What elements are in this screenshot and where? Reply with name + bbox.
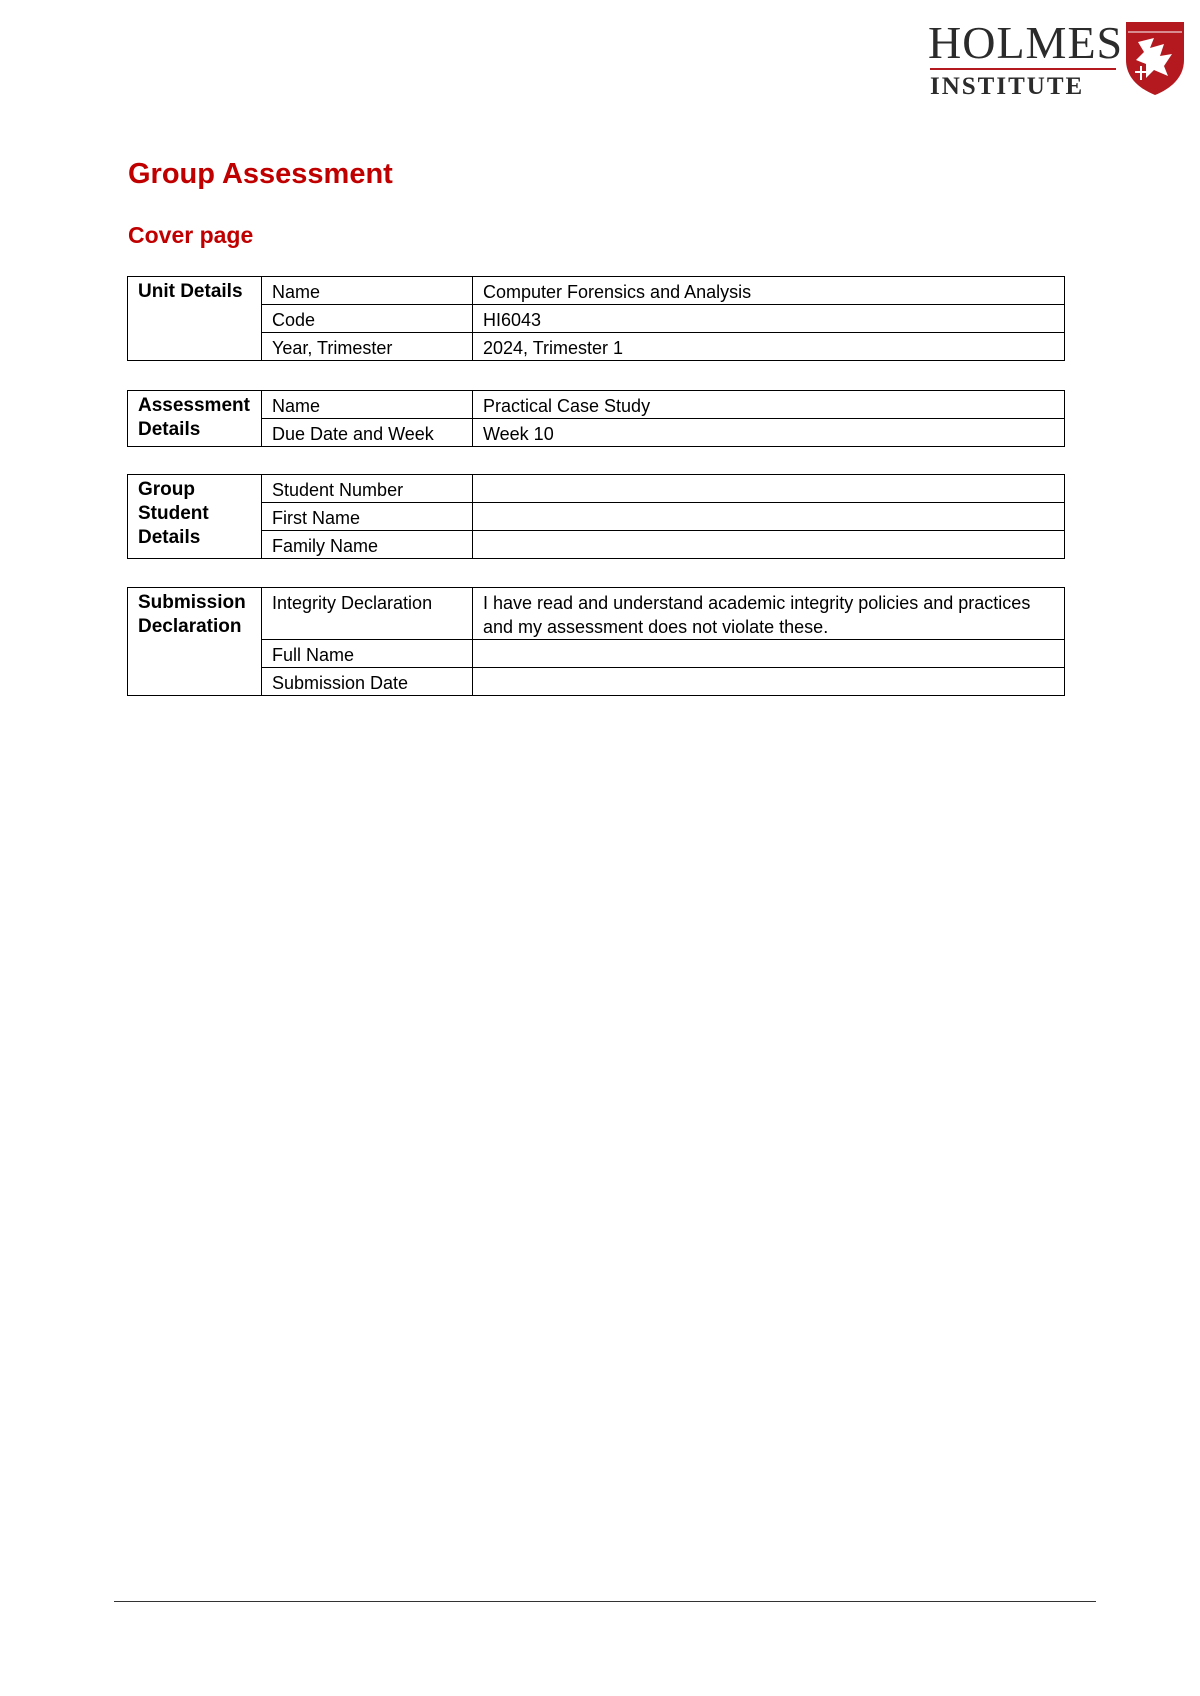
field-value: HI6043 [473, 305, 1065, 333]
field-label: Family Name [262, 531, 473, 559]
footer-divider [114, 1601, 1096, 1602]
table-row [128, 419, 1065, 447]
family-name-field[interactable] [473, 531, 1065, 559]
table-row [128, 391, 1065, 419]
table-row [128, 588, 1065, 640]
field-label: Submission Date [262, 668, 473, 696]
group-label: Unit Details [128, 277, 262, 361]
field-label: Integrity Declaration [262, 588, 473, 640]
page-subtitle: Cover page [128, 222, 254, 248]
table-row [128, 277, 1065, 305]
field-label: First Name [262, 503, 473, 531]
integrity-declaration-text: I have read and understand academic integrity policies and practices and my assessment does not violate these. [473, 588, 1065, 640]
table-row [128, 475, 1065, 503]
field-label: Year, Trimester [262, 333, 473, 361]
field-value: 2024, Trimester 1 [473, 333, 1065, 361]
logo-wordmark: HOLMES [928, 17, 1124, 68]
field-value: Computer Forensics and Analysis [473, 277, 1065, 305]
table-row [128, 305, 1065, 333]
group-label: Group Student Details [128, 475, 262, 559]
table-row [128, 503, 1065, 531]
unit-details-table [127, 276, 1065, 361]
table-row [128, 333, 1065, 361]
field-label: Due Date and Week [262, 419, 473, 447]
field-label: Student Number [262, 475, 473, 503]
table-row [128, 640, 1065, 668]
group-label: Submission Declaration [128, 588, 262, 696]
student-number-field[interactable] [473, 475, 1065, 503]
page-title: Group Assessment [128, 158, 393, 190]
field-label: Code [262, 305, 473, 333]
full-name-field[interactable] [473, 640, 1065, 668]
first-name-field[interactable] [473, 503, 1065, 531]
group-student-details-table [127, 474, 1065, 559]
table-row [128, 668, 1065, 696]
field-value: Practical Case Study [473, 391, 1065, 419]
holmes-institute-logo [928, 18, 1186, 102]
group-label: Assessment Details [128, 391, 262, 447]
logo-subtitle: INSTITUTE [930, 73, 1085, 100]
logo-rule [930, 68, 1116, 70]
field-label: Full Name [262, 640, 473, 668]
field-label: Name [262, 391, 473, 419]
field-label: Name [262, 277, 473, 305]
submission-declaration-table [127, 587, 1065, 696]
submission-date-field[interactable] [473, 668, 1065, 696]
table-row [128, 531, 1065, 559]
assessment-details-table [127, 390, 1065, 447]
field-value: Week 10 [473, 419, 1065, 447]
crest-shield-icon [1124, 18, 1186, 96]
